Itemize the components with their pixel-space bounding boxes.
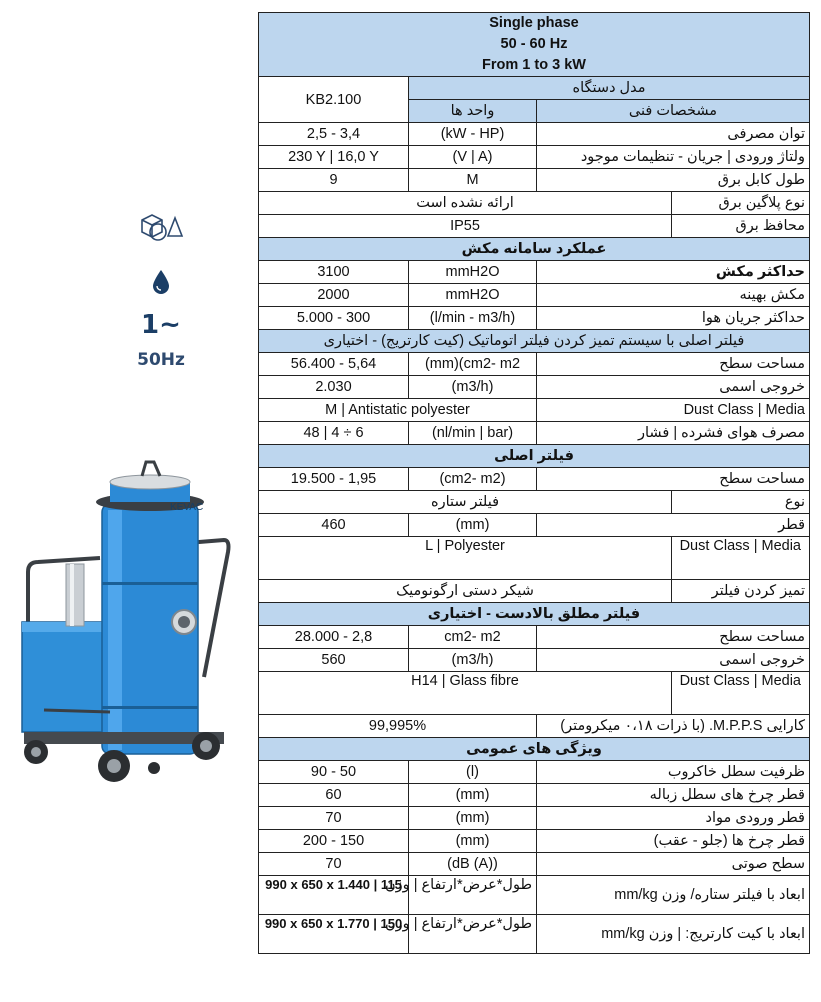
materials-icon <box>138 210 184 244</box>
label-cell: محافظ برق <box>672 215 810 238</box>
title-line: From 1 to 3 kW <box>482 57 586 73</box>
unit-cell: (V | A) <box>409 146 537 169</box>
label-cell: خروجی اسمی <box>537 649 810 672</box>
value-cell: H14 | Glass fibre <box>259 672 672 715</box>
frequency-label: 50Hz <box>137 350 185 370</box>
value-cell: ارائه نشده است <box>259 192 672 215</box>
label-cell: کارایی M.P.P.S. (با ذرات ۰،۱۸ میکرومتر) <box>537 715 810 738</box>
liquid-drop-icon <box>150 268 172 296</box>
model-value: KB2.100 <box>259 77 409 123</box>
label-cell: حداکثر جریان هوا <box>537 307 810 330</box>
table-title <box>259 13 810 77</box>
section-header: فیلتر مطلق بالادست - اختیاری <box>259 603 810 626</box>
value-cell: شیکر دستی ارگونومیک <box>259 580 672 603</box>
unit-cell: طول*عرض*ارتفاع | وزن <box>409 876 537 915</box>
value-cell: 560 <box>259 649 409 672</box>
title-line: Single phase <box>489 15 579 31</box>
section-header: فیلتر اصلی <box>259 445 810 468</box>
label-cell: مساحت سطح <box>537 626 810 649</box>
unit-cell: (mm) <box>409 830 537 853</box>
value-cell: 70 <box>259 853 409 876</box>
units-header: واحد ها <box>409 100 537 123</box>
label-cell: ظرفیت سطل خاکروب <box>537 761 810 784</box>
unit-cell: (l) <box>409 761 537 784</box>
value-cell: 2.030 <box>259 376 409 399</box>
label-cell: تمیز کردن فیلتر <box>672 580 810 603</box>
label-cell: Dust Class | Media <box>537 399 810 422</box>
value-cell: 2,5 - 3,4 <box>259 123 409 146</box>
value-cell: 99,995% <box>259 715 537 738</box>
unit-cell: mmH2O <box>409 261 537 284</box>
unit-cell: (kW - HP) <box>409 123 537 146</box>
unit-cell: cm2- m2 <box>409 626 537 649</box>
section-header: عملکرد سامانه مکش <box>259 238 810 261</box>
value-cell: IP55 <box>259 215 672 238</box>
unit-cell: (mm) <box>409 514 537 537</box>
value-cell: 90 - 50 <box>259 761 409 784</box>
label-cell: قطر چرخ ها (جلو - عقب) <box>537 830 810 853</box>
unit-cell: M <box>409 169 537 192</box>
label-cell: Dust Class | Media <box>672 672 810 715</box>
label-cell: قطر چرخ های سطل زباله <box>537 784 810 807</box>
value-cell: 19.500 - 1,95 <box>259 468 409 491</box>
label-cell: طول کابل برق <box>537 169 810 192</box>
label-cell: ابعاد با کیت کارتریج: | وزن mm/kg <box>537 915 810 954</box>
value-cell: L | Polyester <box>259 537 672 580</box>
label-cell: مساحت سطح <box>537 468 810 491</box>
unit-cell: (mm) <box>409 784 537 807</box>
value-cell: 2000 <box>259 284 409 307</box>
vacuum-cleaner-image <box>14 462 246 792</box>
label-cell: مساحت سطح <box>537 353 810 376</box>
single-phase-symbol: 1~ <box>141 310 181 340</box>
section-header: ویژگی های عمومی <box>259 738 810 761</box>
value-cell: 28.000 - 2,8 <box>259 626 409 649</box>
value-cell: فیلتر ستاره <box>259 491 672 514</box>
value-cell: 9 <box>259 169 409 192</box>
specs-header: مشخصات فنی <box>537 100 810 123</box>
label-cell: قطر <box>537 514 810 537</box>
unit-cell: mmH2O <box>409 284 537 307</box>
value-cell: 990 x 650 x 1.770 | 150 <box>259 915 409 954</box>
section-header: فیلتر اصلی با سیستم تمیز کردن فیلتر اتوماتیک (کیت کارتریج) - اختیاری <box>259 330 810 353</box>
label-cell: نوع پلاگین برق <box>672 192 810 215</box>
value-cell: M | Antistatic polyester <box>259 399 537 422</box>
value-cell: 48 | 4 ÷ 6 <box>259 422 409 445</box>
unit-cell: (l/min - m3/h) <box>409 307 537 330</box>
label-cell: توان مصرفی <box>537 123 810 146</box>
label-cell: Dust Class | Media <box>672 537 810 580</box>
unit-cell: (nl/min | bar) <box>409 422 537 445</box>
label-cell: ولتاژ ورودی | جریان - تنظیمات موجود <box>537 146 810 169</box>
value-cell: 5.000 - 300 <box>259 307 409 330</box>
label-cell: نوع <box>672 491 810 514</box>
label-cell: سطح صوتی <box>537 853 810 876</box>
title-line: 50 - 60 Hz <box>500 36 568 52</box>
value-cell: 230 Y | 16,0 Y <box>259 146 409 169</box>
value-cell: 200 - 150 <box>259 830 409 853</box>
value-cell: 990 x 650 x 1.440 | 115 <box>259 876 409 915</box>
label-cell: مکش بهینه <box>537 284 810 307</box>
label-cell: خروجی اسمی <box>537 376 810 399</box>
brand-logo: KEVAC <box>170 502 204 513</box>
unit-cell: طول*عرض*ارتفاع | وزن <box>409 915 537 954</box>
model-header: مدل دستگاه <box>409 77 810 100</box>
value-cell: 56.400 - 5,64 <box>259 353 409 376</box>
unit-cell: (dB (A)) <box>409 853 537 876</box>
spec-table <box>258 12 810 954</box>
unit-cell: (m3/h) <box>409 376 537 399</box>
label-cell: قطر ورودی مواد <box>537 807 810 830</box>
label-cell: حداکثر مکش <box>537 261 810 284</box>
value-cell: 60 <box>259 784 409 807</box>
value-cell: 70 <box>259 807 409 830</box>
unit-cell: (m3/h) <box>409 649 537 672</box>
value-cell: 3100 <box>259 261 409 284</box>
label-cell: ابعاد با فیلتر ستاره/ وزن mm/kg <box>537 876 810 915</box>
value-cell: 460 <box>259 514 409 537</box>
unit-cell: (mm) <box>409 807 537 830</box>
feature-icons <box>130 210 192 370</box>
unit-cell: (cm2- m2) <box>409 468 537 491</box>
unit-cell: (mm)(cm2- m2 <box>409 353 537 376</box>
label-cell: مصرف هوای فشرده | فشار <box>537 422 810 445</box>
